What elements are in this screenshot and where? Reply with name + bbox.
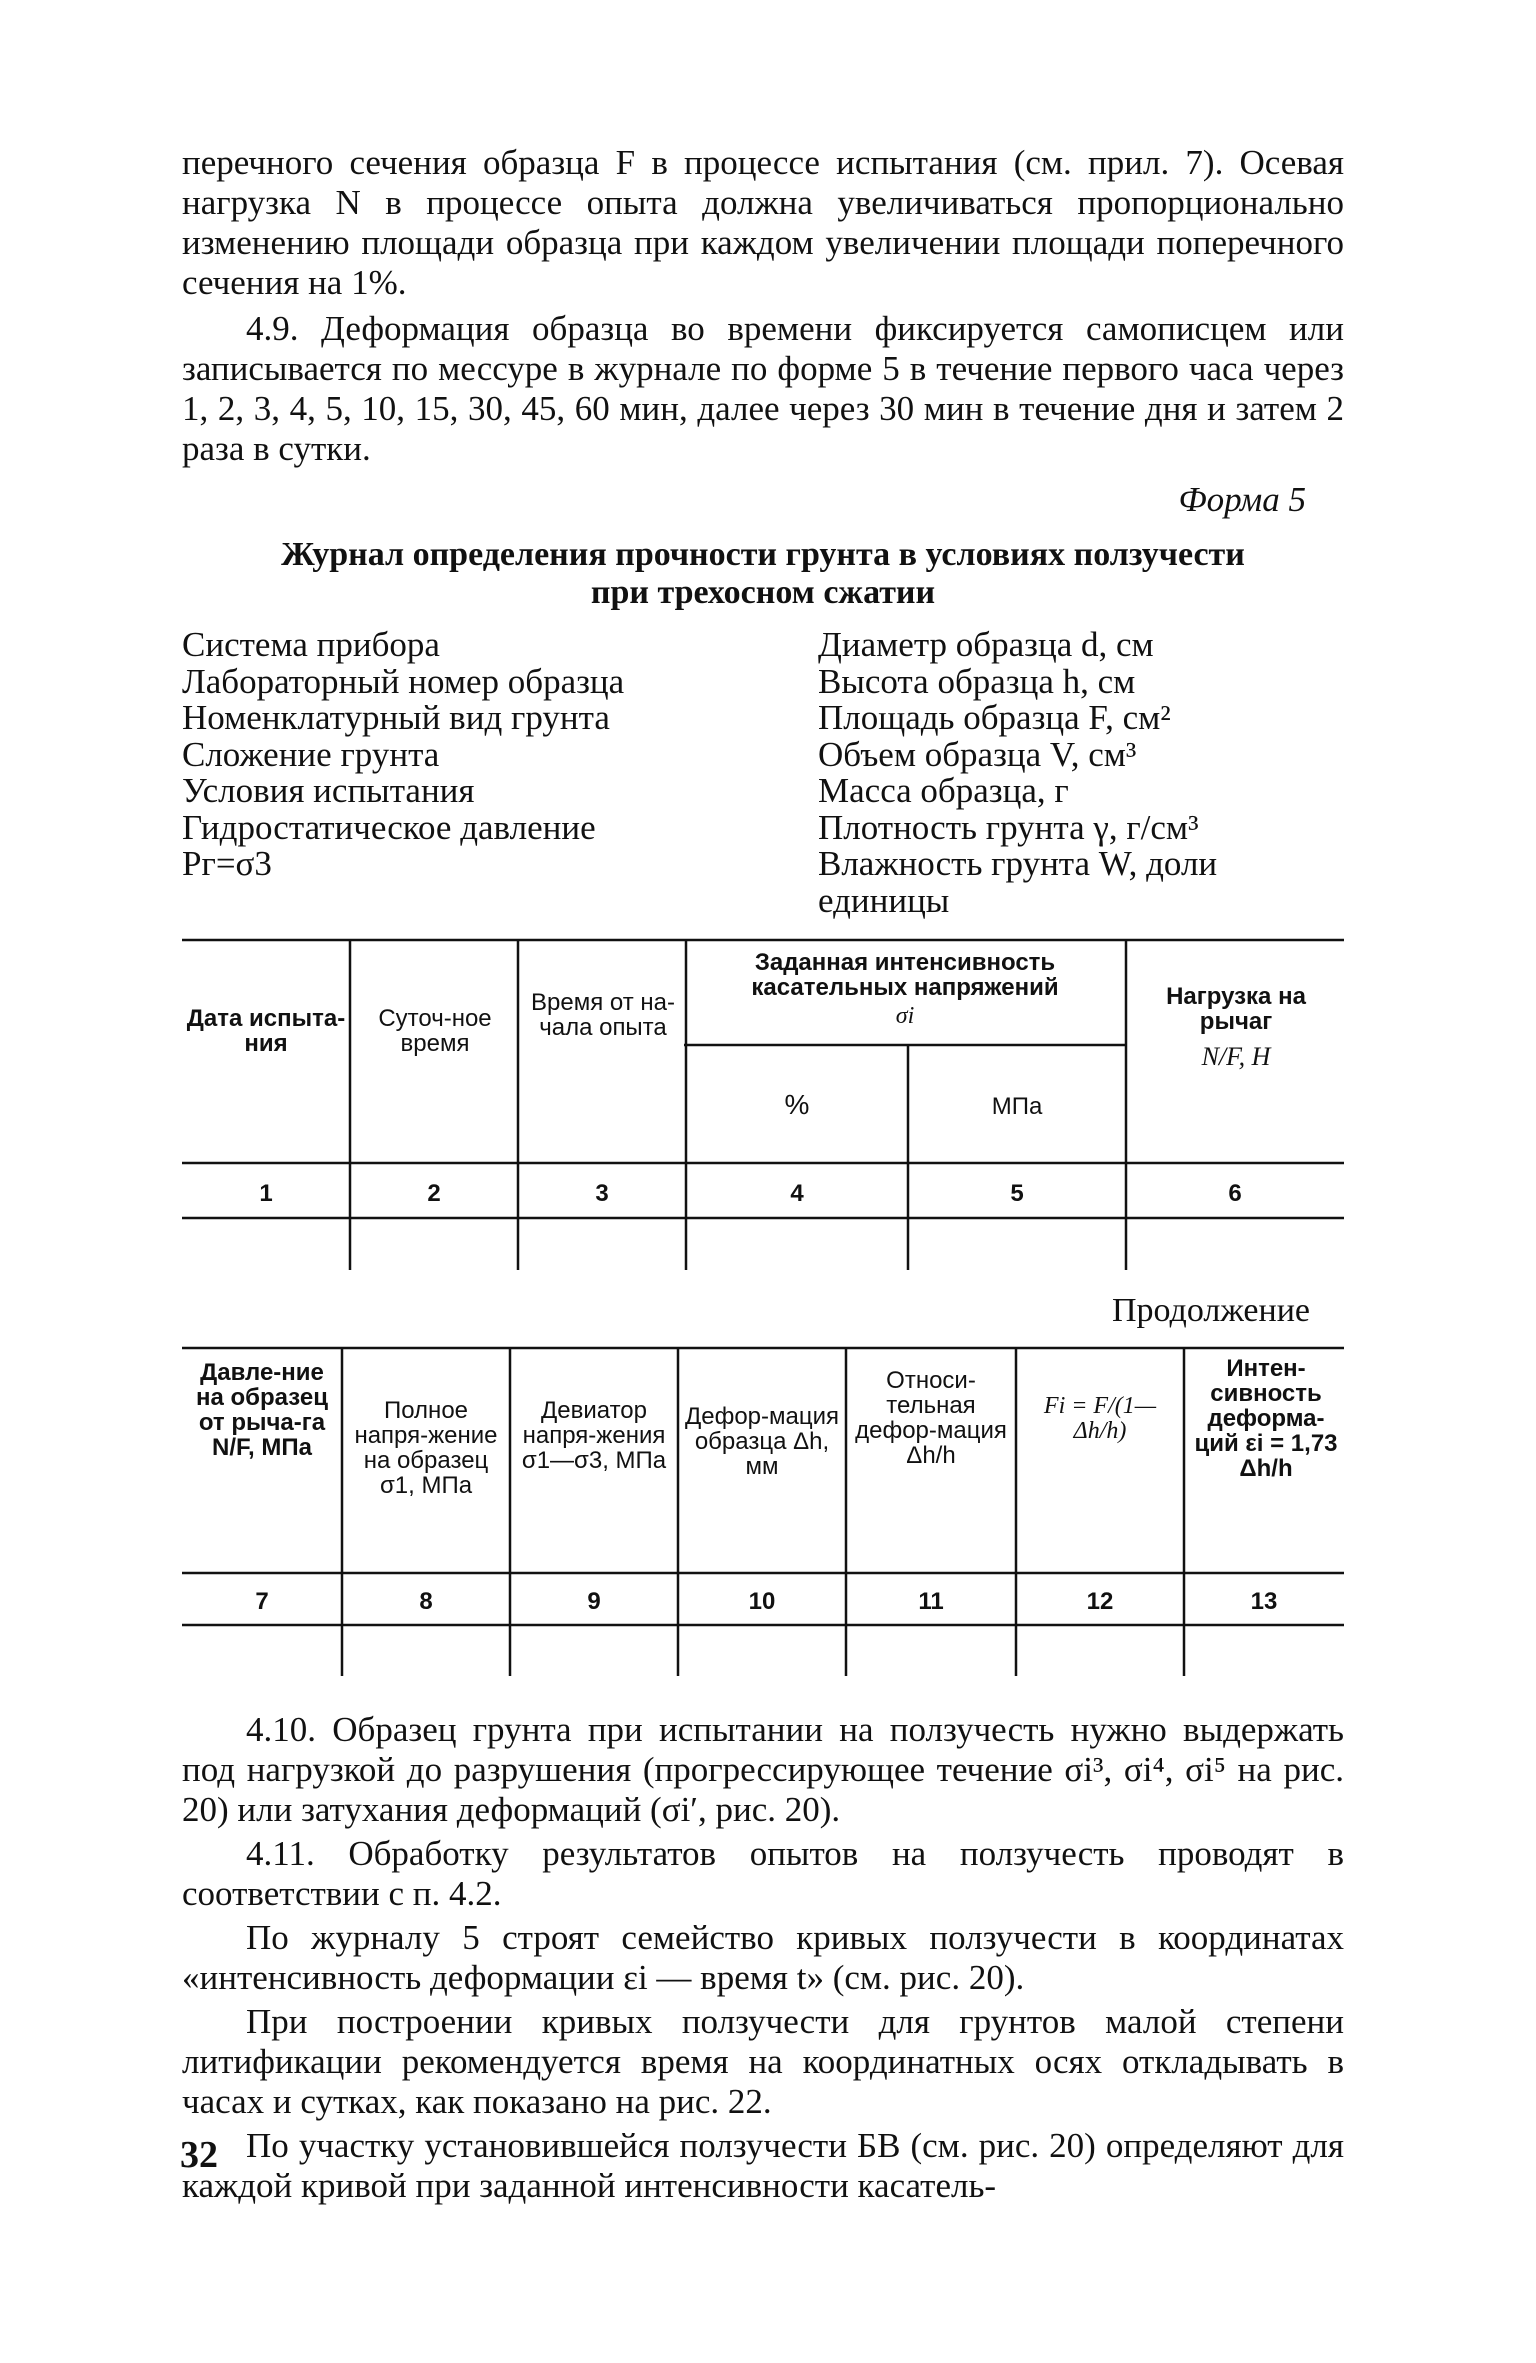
table1-col-number: 6 bbox=[1228, 1180, 1242, 1207]
field-left: Сложение грунта bbox=[182, 734, 440, 774]
table2-header-total-stress: Полное напря-жение на образец σ1, МПа bbox=[354, 1397, 498, 1499]
outro-paragraph-1: 4.10. Образец грунта при испытании на ползучесть нужно выдержать под нагрузкой до разрушения (прогрессирующее течение σi³, σi⁴, σi⁵ на рис. 20) или затухания деформаций (σi′, рис. 20). bbox=[182, 1710, 1344, 1829]
field-left: Гидростатическое давление bbox=[182, 807, 596, 847]
continuation-label: Продолжение bbox=[1111, 1292, 1310, 1329]
field-right: единицы bbox=[818, 880, 950, 920]
field-right: Плотность грунта γ, г/см³ bbox=[818, 807, 1199, 847]
intro-paragraph-1: перечного сечения образца F в процессе испытания (см. прил. 7). Осевая нагрузка N в процессе опыта должна увеличиваться пропорционально изменению площади образца при каждом увеличении площади поперечного сечения на 1%. bbox=[182, 143, 1344, 302]
table1-header-mpa: МПа bbox=[991, 1093, 1043, 1120]
table1-col-number: 5 bbox=[1010, 1180, 1024, 1207]
form-title-line-2: при трехосном сжатии bbox=[590, 574, 936, 611]
table2-col-number: 12 bbox=[1086, 1588, 1114, 1615]
table1-col-number: 2 bbox=[427, 1180, 441, 1207]
table2-col-number: 13 bbox=[1250, 1588, 1278, 1615]
table1-col-number: 3 bbox=[595, 1180, 609, 1207]
table1-header-daytime: Суточ-ное время bbox=[378, 1005, 492, 1057]
outro-paragraph-2: 4.11. Обработку результатов опытов на ползучесть проводят в соответствии с п. 4.2. bbox=[182, 1834, 1344, 1913]
page-number: 32 bbox=[180, 2134, 218, 2176]
field-right: Площадь образца F, см² bbox=[818, 698, 1171, 737]
table2-col-number: 10 bbox=[748, 1588, 776, 1615]
table1-header-percent: % bbox=[784, 1089, 810, 1120]
intro-paragraph-2: 4.9. Деформация образца во времени фиксируется самописцем или записывается по мессуре в журнале по форме 5 в течение первого часа через 1, 2, 3, 4, 5, 10, 15, 30, 45, 60 мин, далее через 30 мин в течение дня и затем 2 раза в сутки. bbox=[182, 309, 1344, 468]
table2-header-relative-deformation: Относи-тельная дефор-мация Δh/h bbox=[855, 1367, 1007, 1469]
table2-header-strain-intensity: Интен-сивность деформа-ций εi = 1,73 Δh/h bbox=[1194, 1355, 1338, 1482]
outro-paragraph-5: По участку установившейся ползучести БВ (см. рис. 20) определяют для каждой кривой при заданной интенсивности касатель- bbox=[182, 2126, 1344, 2205]
outro-paragraph-4: При построении кривых ползучести для грунтов малой степени литификации рекомендуется время на координатных осях откладывать в часах и сутках, как показано на рис. 22. bbox=[182, 2002, 1344, 2121]
field-right: Объем образца V, см³ bbox=[818, 734, 1137, 774]
form-title-line-1: Журнал определения прочности грунта в условиях ползучести bbox=[281, 536, 1245, 573]
table2-col-number: 11 bbox=[918, 1588, 944, 1615]
table2-col-number: 9 bbox=[587, 1588, 601, 1615]
field-right: Влажность грунта W, доли bbox=[818, 844, 1218, 883]
table1-header-elapsed: Время от на-чала опыта bbox=[531, 989, 675, 1041]
field-left: Система прибора bbox=[182, 625, 440, 664]
table1-header-load-fraction: N/F, Н bbox=[1201, 1042, 1271, 1071]
table1-col-number: 1 bbox=[259, 1180, 273, 1207]
outro-text bbox=[182, 1710, 1344, 2206]
table2-header-pressure: Давле-ние на образец от рыча-га N/F, МПа bbox=[195, 1359, 328, 1461]
table1-header-stress-symbol: σi bbox=[895, 1003, 915, 1029]
table2-col-number: 7 bbox=[255, 1588, 269, 1615]
outro-paragraph-3: По журналу 5 строят семейство кривых ползучести в координатах «интенсивность деформации εi — время t» (см. рис. 20). bbox=[182, 1918, 1344, 1997]
table1-header-load: Нагрузка на рычаг bbox=[1166, 983, 1306, 1035]
table2-col-number: 8 bbox=[419, 1588, 433, 1615]
field-left: Условия испытания bbox=[182, 771, 475, 810]
form-label: Форма 5 bbox=[1178, 480, 1306, 519]
table1-col-number: 4 bbox=[790, 1180, 804, 1207]
field-right: Масса образца, г bbox=[818, 771, 1069, 810]
table1-header-date: Дата испыта-ния bbox=[186, 1005, 346, 1057]
table1-header-stress-group: Заданная интенсивность касательных напряжений bbox=[751, 949, 1059, 1001]
field-right: Высота образца h, см bbox=[818, 661, 1136, 701]
field-left: Лабораторный номер образца bbox=[182, 661, 625, 701]
table2-header-deformation: Дефор-мация образца Δh, мм bbox=[684, 1403, 840, 1480]
table2-header-deviator: Девиатор напря-жения σ1—σ3, МПа bbox=[521, 1397, 667, 1474]
field-left: Pг=σ3 bbox=[182, 844, 272, 883]
field-right: Диаметр образца d, см bbox=[818, 625, 1154, 664]
table2-header-area-formula: Fi = F/(1—Δh/h) bbox=[1043, 1393, 1157, 1444]
field-left: Номенклатурный вид грунта bbox=[182, 698, 610, 737]
